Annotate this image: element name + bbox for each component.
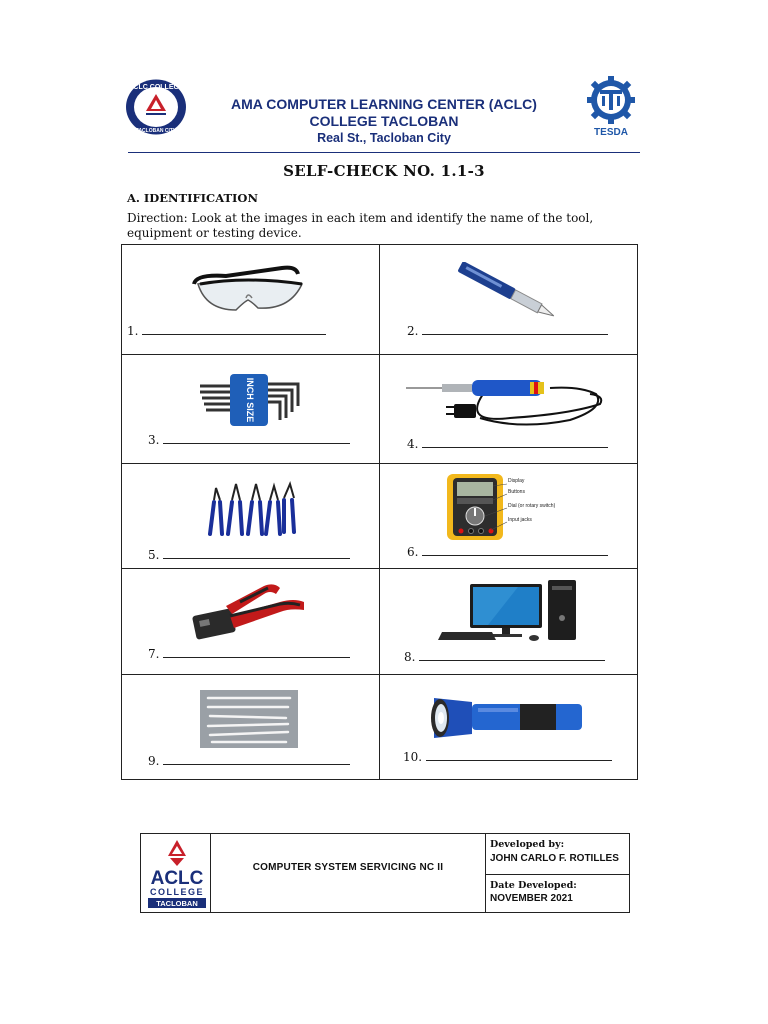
org-branch: COLLEGE TACLOBAN — [309, 113, 459, 129]
pliers-set-icon — [204, 480, 296, 538]
safety-goggles-icon — [186, 262, 311, 318]
desoldering-pump-icon — [450, 262, 565, 320]
callout-display: Display — [508, 478, 525, 484]
item-image-10 — [428, 690, 588, 744]
hex-key-holder-label: INCH SIZE — [245, 377, 255, 423]
table-divider — [121, 354, 638, 355]
org-name: AMA COMPUTER LEARNING CENTER (ACLC) — [231, 96, 537, 112]
desktop-computer-icon — [438, 578, 578, 644]
item-image-3 — [192, 372, 312, 428]
callout-dial: Dial (or rotary switch) — [508, 503, 556, 509]
table-divider — [379, 244, 380, 780]
answer-line-3[interactable] — [148, 433, 350, 447]
answer-line-2[interactable] — [407, 324, 608, 338]
tweezers-set-icon — [200, 690, 298, 748]
item-image-2 — [450, 262, 565, 320]
table-divider — [121, 674, 638, 675]
footer-logo-text: ACLC — [150, 868, 204, 889]
footer-divider — [210, 833, 211, 913]
item-image-5 — [204, 480, 296, 538]
item-image-8 — [438, 578, 578, 644]
item-number: 7. — [148, 647, 160, 661]
item-number: 3. — [148, 433, 160, 447]
section-heading: A. IDENTIFICATION — [127, 191, 258, 205]
item-image-9 — [200, 690, 298, 748]
crimping-tool-icon — [190, 578, 310, 644]
footer-aclc-logo — [146, 838, 208, 910]
item-image-1 — [186, 262, 311, 318]
footer-logo-sub2: TACLOBAN — [156, 899, 198, 908]
answer-line-8[interactable] — [404, 650, 605, 664]
org-address: Real St., Tacloban City — [317, 131, 451, 145]
table-divider — [121, 568, 638, 569]
hex-key-set-icon — [192, 372, 312, 428]
item-number: 2. — [407, 324, 419, 338]
item-number: 6. — [407, 545, 419, 559]
answer-line-10[interactable] — [403, 750, 612, 764]
tesda-logo-text: TESDA — [594, 127, 628, 138]
developed-by-label: Developed by: — [490, 839, 565, 850]
answer-line-4[interactable] — [407, 437, 608, 451]
tesda-logo — [578, 76, 644, 138]
item-number: 1. — [127, 324, 139, 338]
date-developed-label: Date Developed: — [490, 880, 577, 891]
direction-text: Direction: Look at the images in each item and identify the name of the tool, equipment or testing device. — [127, 211, 594, 240]
footer-logo-sub1: COLLEGE — [149, 887, 205, 897]
item-number: 9. — [148, 754, 160, 768]
header-org — [0, 96, 768, 147]
item-number: 5. — [148, 548, 160, 562]
soldering-iron-icon — [400, 374, 612, 430]
callout-input-jacks: Input jacks — [508, 517, 532, 523]
page-title: SELF-CHECK NO. 1.1-3 — [283, 162, 485, 180]
developed-by-name: JOHN CARLO F. ROTILLES — [490, 853, 619, 864]
table-divider — [121, 463, 638, 464]
course-title: COMPUTER SYSTEM SERVICING NC II — [252, 862, 444, 873]
answer-line-1[interactable] — [127, 324, 326, 338]
header-divider — [128, 152, 640, 153]
answer-line-9[interactable] — [148, 754, 350, 768]
item-number: 8. — [404, 650, 416, 664]
item-number: 4. — [407, 437, 419, 451]
item-image-6 — [445, 472, 575, 542]
item-image-7 — [190, 578, 310, 644]
aclc-logo-sub: TACLOBAN CITY — [135, 128, 177, 134]
date-developed-value: NOVEMBER 2021 — [490, 893, 573, 904]
answer-line-6[interactable] — [407, 545, 608, 559]
aclc-logo-text: ACLC COLLEGE — [128, 84, 184, 91]
footer-divider — [485, 833, 486, 913]
answer-line-7[interactable] — [148, 647, 350, 661]
flashlight-icon — [428, 690, 588, 744]
item-number: 10. — [403, 750, 423, 764]
answer-line-5[interactable] — [148, 548, 350, 562]
item-image-4 — [400, 374, 612, 430]
footer-divider — [485, 874, 630, 875]
callout-buttons: Buttons — [508, 489, 525, 495]
